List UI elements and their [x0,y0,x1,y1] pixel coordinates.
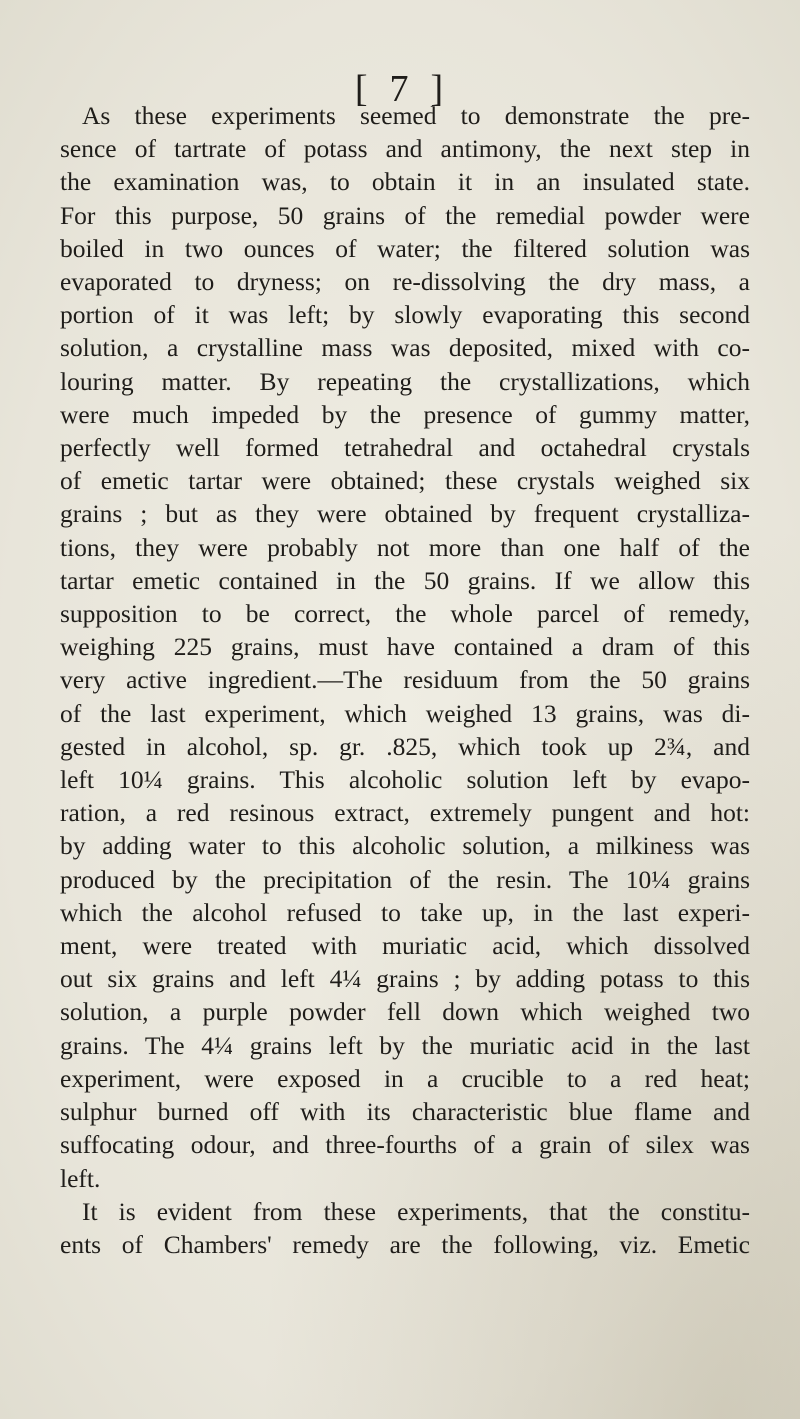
text-line: sulphur burned off with its characteristic blue flame and [60,1097,750,1127]
text-line: produced by the precipitation of the resin. The 10¼ grains [60,864,750,894]
text-line: gested in alcohol, sp. gr. .825, which took up 2¾, and [60,731,750,761]
text-line: As these experiments seemed to demonstrate the pre- [82,101,750,130]
page-number-left-bracket: [ [354,68,370,110]
text-line: louring matter. By repeating the crystallizations, which [60,366,750,396]
text-line: tions, they were probably not more than one half of the [60,532,750,562]
text-line: ment, were treated with muriatic acid, which dissolved [60,931,750,961]
text-line: For this purpose, 50 grains of the remedial powder were [60,200,750,230]
text-line: very active ingredient.—The residuum from the 50 grains [60,665,750,695]
text-line: suffocating odour, and three-fourths of a grain of silex was [60,1130,750,1160]
text-line: It is evident from these experiments, that the constitu- [82,1196,750,1226]
text-line: tartar emetic contained in the 50 grains. If we allow this [60,565,750,595]
page-number-value: 7 [389,68,411,110]
text-line: ents of Chambers' remedy are the following, viz. Emetic [60,1229,750,1259]
text-line: were much impeded by the presence of gummy matter, [60,399,750,429]
text-line: of emetic tartar were obtained; these crystals weighed six [60,466,750,496]
text-line: out six grains and left 4¼ grains ; by adding potass to this [60,964,750,994]
text-line: portion of it was left; by slowly evaporating this second [60,300,750,330]
text-line: perfectly well formed tetrahedral and octahedral crystals [60,433,750,463]
body-text [60,99,750,1261]
text-line: ration, a red resinous extract, extremely pungent and hot: [60,798,750,828]
text-line: left 10¼ grains. This alcoholic solution left by evapo- [60,765,750,795]
text-line: evaporated to dryness; on re-dissolving the dry mass, a [60,267,750,297]
text-line: experiment, were exposed in a crucible to a red heat; [60,1063,750,1093]
text-line: which the alcohol refused to take up, in the last experi- [60,897,750,927]
text-line: the examination was, to obtain it in an insulated state. [60,167,750,197]
text-line: grains ; but as they were obtained by frequent crystalliza- [60,499,750,529]
text-line: boiled in two ounces of water; the filtered solution was [60,233,750,263]
text-line: sence of tartrate of potass and antimony, the next step in [60,134,750,164]
text-line: by adding water to this alcoholic solution, a milkiness was [60,831,750,861]
text-line: weighing 225 grains, must have contained a dram of this [60,632,750,662]
text-line: of the last experiment, which weighed 13 grains, was di- [60,698,750,728]
text-line: supposition to be correct, the whole parcel of remedy, [60,599,750,629]
text-line: left. [60,1163,101,1193]
text-line: grains. The 4¼ grains left by the muriatic acid in the last [60,1030,750,1060]
page-number-right-bracket: ] [430,68,446,110]
text-line: solution, a purple powder fell down which weighed two [60,997,750,1027]
text-line: solution, a crystalline mass was deposited, mixed with co- [60,333,750,363]
